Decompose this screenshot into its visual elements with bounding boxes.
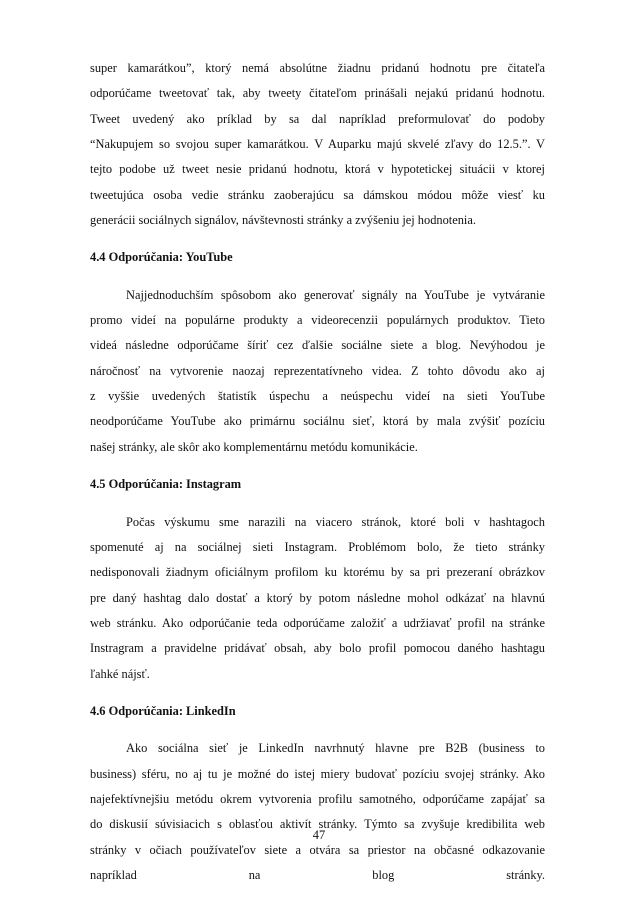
text-line: napríklad na blog stránky. — [90, 867, 545, 882]
text-line: neodporúčame YouTube ako primárnu sociálnu sieť, ktorá by mala zvýšiť pozíciu — [90, 414, 545, 429]
text-line: odporúčame tweetovať tak, aby tweety čitateľom prinášali nejakú pridanú hodnotu. — [90, 86, 545, 101]
text-line: business) sféru, no aj tu je možné do istej miery budovať pozíciu svojej stránky. Ako — [90, 766, 545, 781]
text-line: promo videí na populárne produkty a videorecenzii populárnych produktov. Tieto — [90, 313, 545, 328]
text-line: ľahké nájsť. — [90, 666, 150, 681]
section-heading: 4.4 Odporúčania: YouTube — [90, 250, 233, 265]
section-youtube — [90, 245, 545, 460]
text-line: pre daný hashtag dalo dostať a ktorý by potom následne mohol odkázať na hlavnú — [90, 590, 545, 605]
text-line: videá následne odporúčame šíriť cez ďalšie sociálne siete a blog. Nevýhodou je — [90, 338, 545, 353]
text-line: Tweet uvedený ako príklad by sa dal napríklad preformulovať do podoby — [90, 111, 545, 126]
section-heading: 4.5 Odporúčania: Instagram — [90, 477, 242, 492]
text-line: z vyššie uvedených štatistík úspechu a neúspechu videí na sieti YouTube — [90, 389, 545, 404]
text-line: našej stránky, ale skôr ako komplementárnu metódu komunikácie. — [90, 439, 418, 454]
text-line: spomenuté aj na sociálnej sieti Instagram. Problémom bolo, že tieto stránky — [90, 539, 545, 554]
text-line: najefektívnejšiu metódu okrem vytvorenia profilu samotného, odporúčame zapájať sa — [90, 791, 545, 806]
text-line: super kamarátkou”, ktorý nemá absolútne žiadnu pridanú hodnotu pre čitateľa — [90, 61, 545, 75]
text-line: Počas výskumu sme narazili na viacero stránok, ktoré boli v hashtagoch — [126, 514, 545, 529]
text-line: tejto podobe už tweet nesie pridanú hodnotu, ktorá v hypotetickej situácii v ktorej — [90, 162, 545, 177]
text-line: “Nakupujem so svojou super kamarátkou. V Auparku majú skvelé zľavy do 12.5.”. V — [90, 137, 545, 152]
text-line: tweetujúca osoba vedie stránku zaoberajúcu sa dámskou módou môže viesť ku — [90, 187, 545, 202]
text-line: web stránku. Ako odporúčanie teda odporúčame založiť a udržiavať profil na stránke — [90, 615, 545, 630]
section-linkedin — [90, 699, 545, 888]
text-line: Instragram a pravidelne pridávať obsah, aby bolo profil pomocou daného hashtagu — [90, 641, 545, 656]
text-line: nedisponovali žiadnym oficiálnym profilom ku ktorému by sa pri prezeraní obrázkov — [90, 565, 545, 580]
text-line: generácii sociálnych signálov, návštevnosti stránky a zvýšeniu jej hodnotenia. — [90, 213, 476, 228]
text-line: stránky v očiach používateľov siete a otvára sa priestor na občasné odkazovanie — [90, 842, 545, 857]
text-line: náročnosť na vytvorenie naozaj reprezentatívneho videa. Z tohto dôvodu ako aj — [90, 363, 545, 378]
section-instagram — [90, 472, 545, 687]
page-body — [90, 56, 545, 888]
text-line: Najjednoduchším spôsobom ako generovať signály na YouTube je vytváranie — [126, 287, 545, 302]
page-number: 47 — [312, 828, 326, 842]
paragraph-continuation — [90, 56, 545, 233]
text-line: Ako sociálna sieť je LinkedIn navrhnutý hlavne pre B2B (business to — [126, 741, 545, 756]
section-heading: 4.6 Odporúčania: LinkedIn — [90, 703, 236, 718]
text-line: do diskusií súvisiacich s oblasťou aktivít stránky. Týmto sa zvyšuje kredibilita web — [90, 817, 545, 832]
